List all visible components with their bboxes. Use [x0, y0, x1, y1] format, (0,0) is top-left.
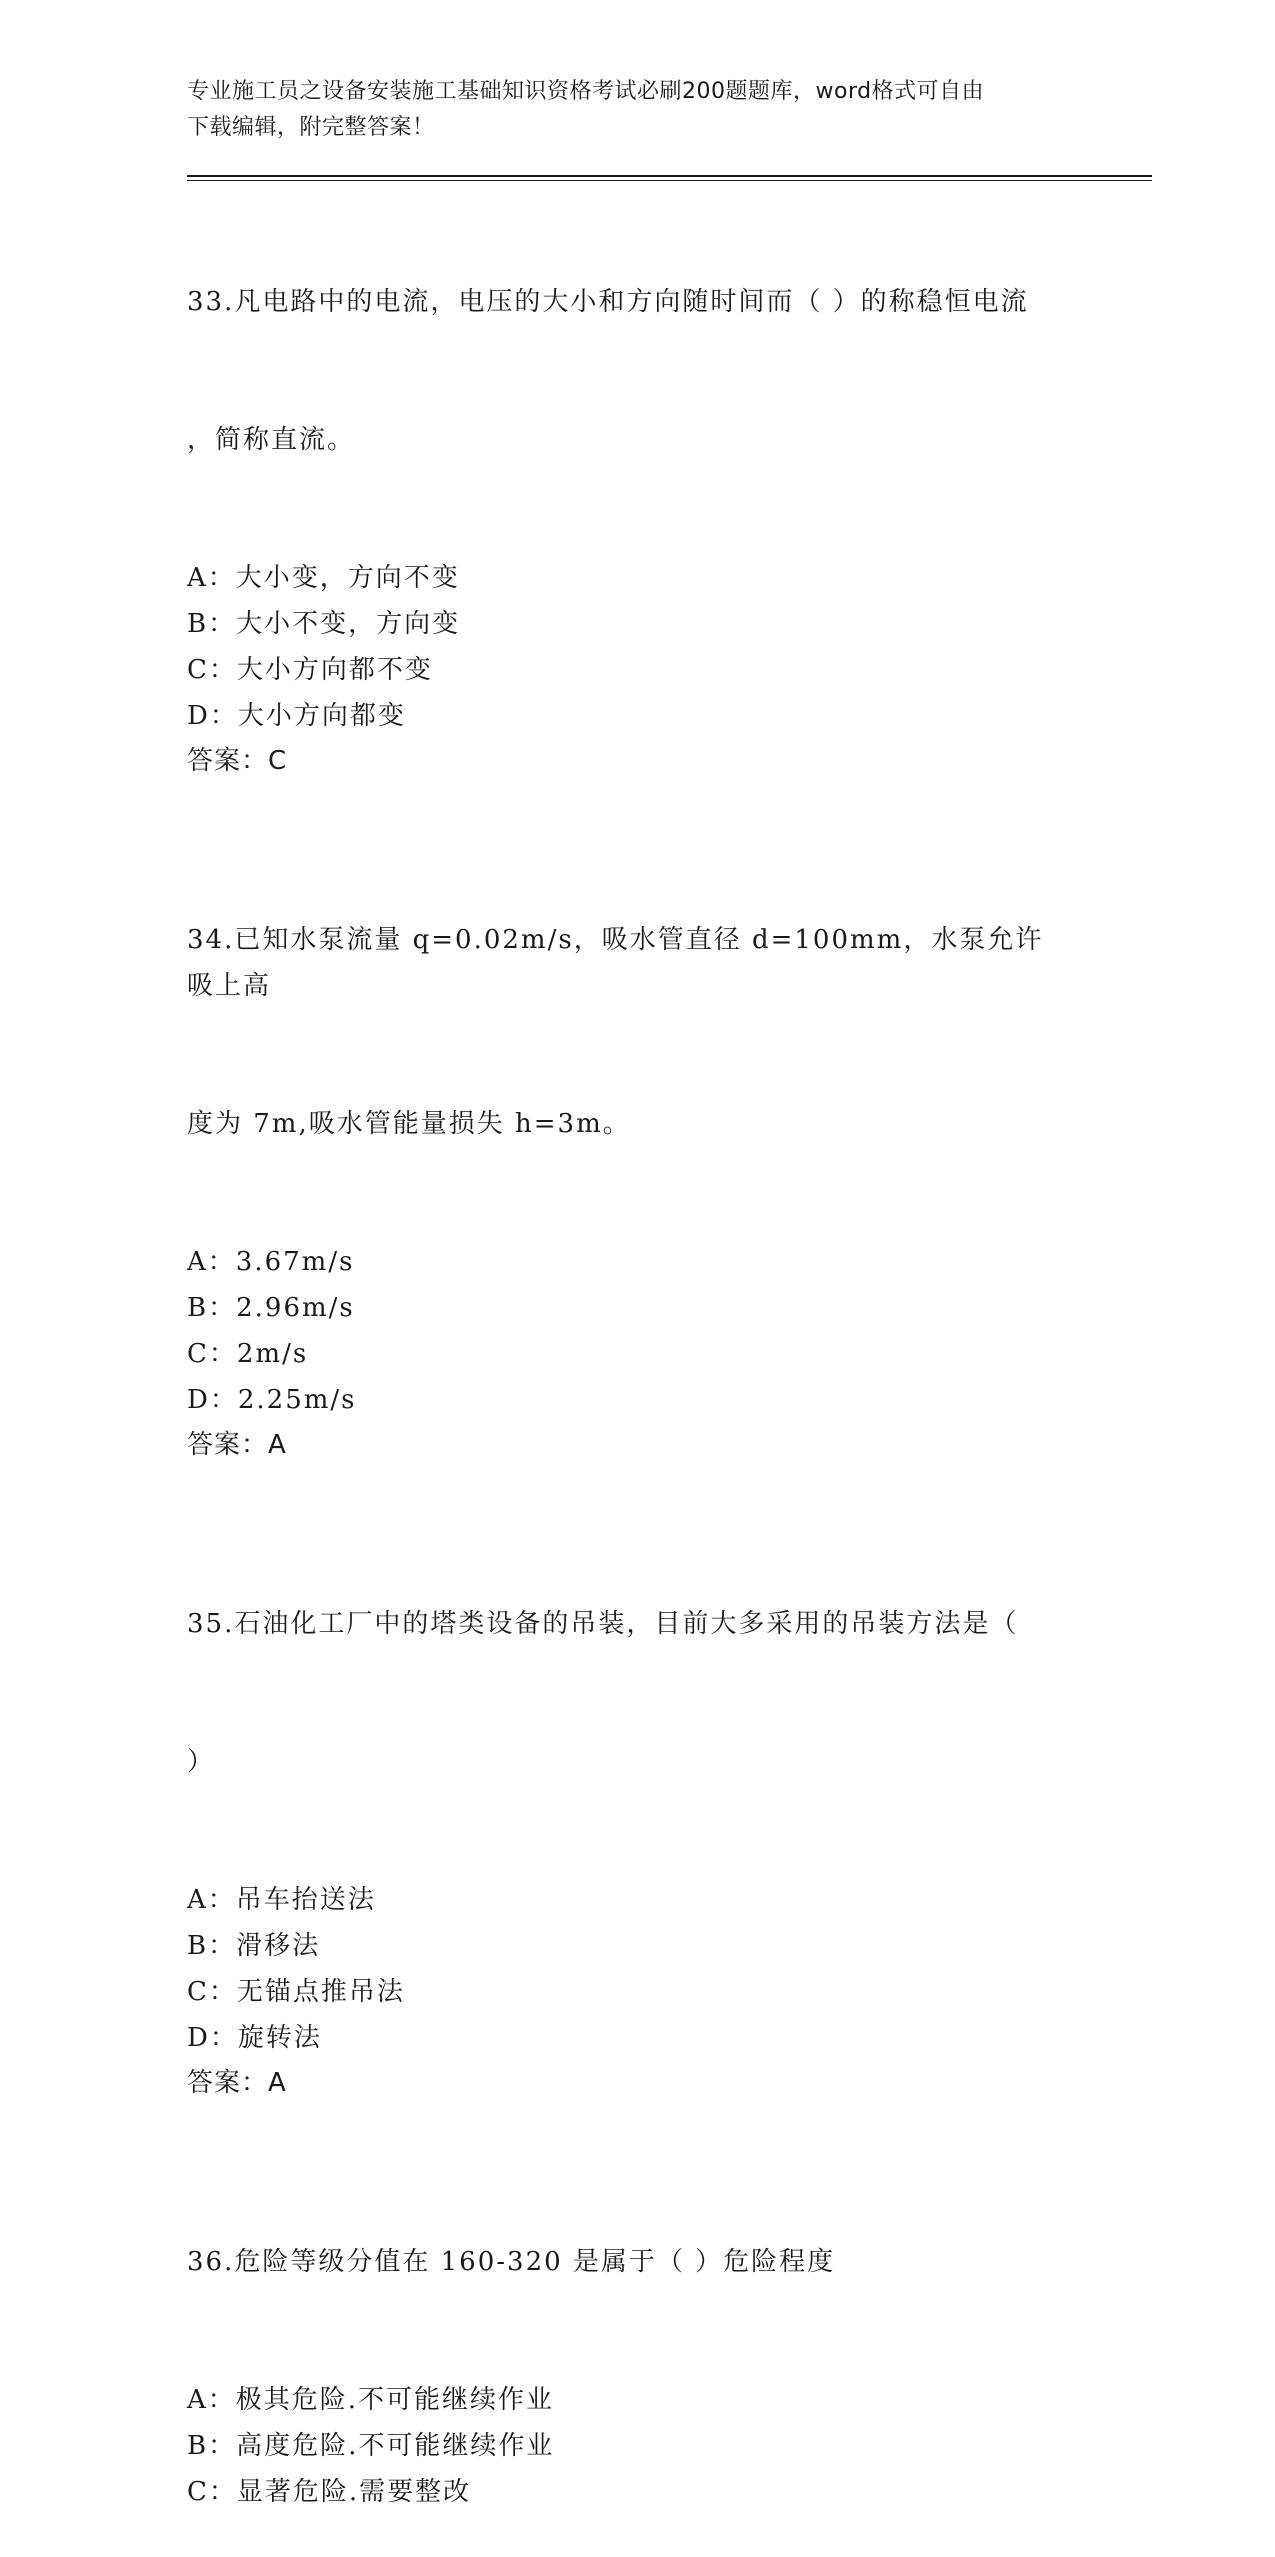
- question-stem: [187, 825, 1067, 1239]
- option-a: A：大小变，方向不变: [187, 563, 460, 593]
- option-b: B：2.96m/s: [187, 1293, 355, 1323]
- option-b: B：大小不变，方向变: [187, 609, 461, 639]
- option-c: C：大小方向都不变: [187, 655, 433, 685]
- header-line-2: 下载编辑，附完整答案！: [187, 115, 435, 140]
- option-a: A：吊车抬送法: [187, 1885, 376, 1915]
- question-stem: [187, 1509, 1067, 1877]
- question-stem-line: ，简称直流。: [187, 425, 356, 455]
- question-stem-line: 36.危险等级分值在 160-320 是属于（ ）危险程度: [187, 2247, 836, 2277]
- question-33: [187, 187, 1087, 783]
- option-c: C：显著危险.需要整改: [187, 2477, 472, 2507]
- option-d: D：旋转法: [187, 2023, 322, 2053]
- option-b: B：滑移法: [187, 1931, 321, 1961]
- question-35: [187, 1509, 1087, 2105]
- answer-text: 答案：C: [187, 746, 288, 776]
- option-a: A：极其危险.不可能继续作业: [187, 2385, 555, 2415]
- option-a: A：3.67m/s: [187, 1247, 355, 1277]
- document-header: [187, 74, 1067, 146]
- header-divider-thick: [187, 175, 1152, 177]
- option-b: B：高度危险.不可能继续作业: [187, 2431, 555, 2461]
- option-c: C：无锚点推吊法: [187, 1977, 405, 2007]
- question-stem-line: ）: [187, 1747, 216, 1777]
- question-stem-line: 33.凡电路中的电流，电压的大小和方向随时间而（ ）的称稳恒电流: [187, 287, 1029, 317]
- answer-text: 答案：A: [187, 1430, 287, 1460]
- option-c: C：2m/s: [187, 1339, 309, 1369]
- option-d: D：大小方向都变: [187, 701, 406, 731]
- question-stem-line: 35.石油化工厂中的塔类设备的吊装，目前大多采用的吊装方法是（: [187, 1609, 1019, 1639]
- header-divider-thin: [187, 180, 1152, 181]
- question-36: [187, 2147, 1087, 2515]
- option-d: D：2.25m/s: [187, 1385, 357, 1415]
- question-stem: [187, 2147, 1067, 2377]
- question-stem-line: 度为 7m,吸水管能量损失 h=3m。: [187, 1109, 631, 1139]
- answer-text: 答案：A: [187, 2068, 287, 2098]
- question-34: [187, 825, 1087, 1467]
- question-list: [187, 187, 1087, 2557]
- header-line-1: 专业施工员之设备安装施工基础知识资格考试必刷200题题库，word格式可自由: [187, 79, 985, 104]
- question-stem-line: 34.已知水泵流量 q=0.02m/s，吸水管直径 d=100mm，水泵允许吸上高: [187, 925, 1044, 1001]
- question-stem: [187, 187, 1067, 555]
